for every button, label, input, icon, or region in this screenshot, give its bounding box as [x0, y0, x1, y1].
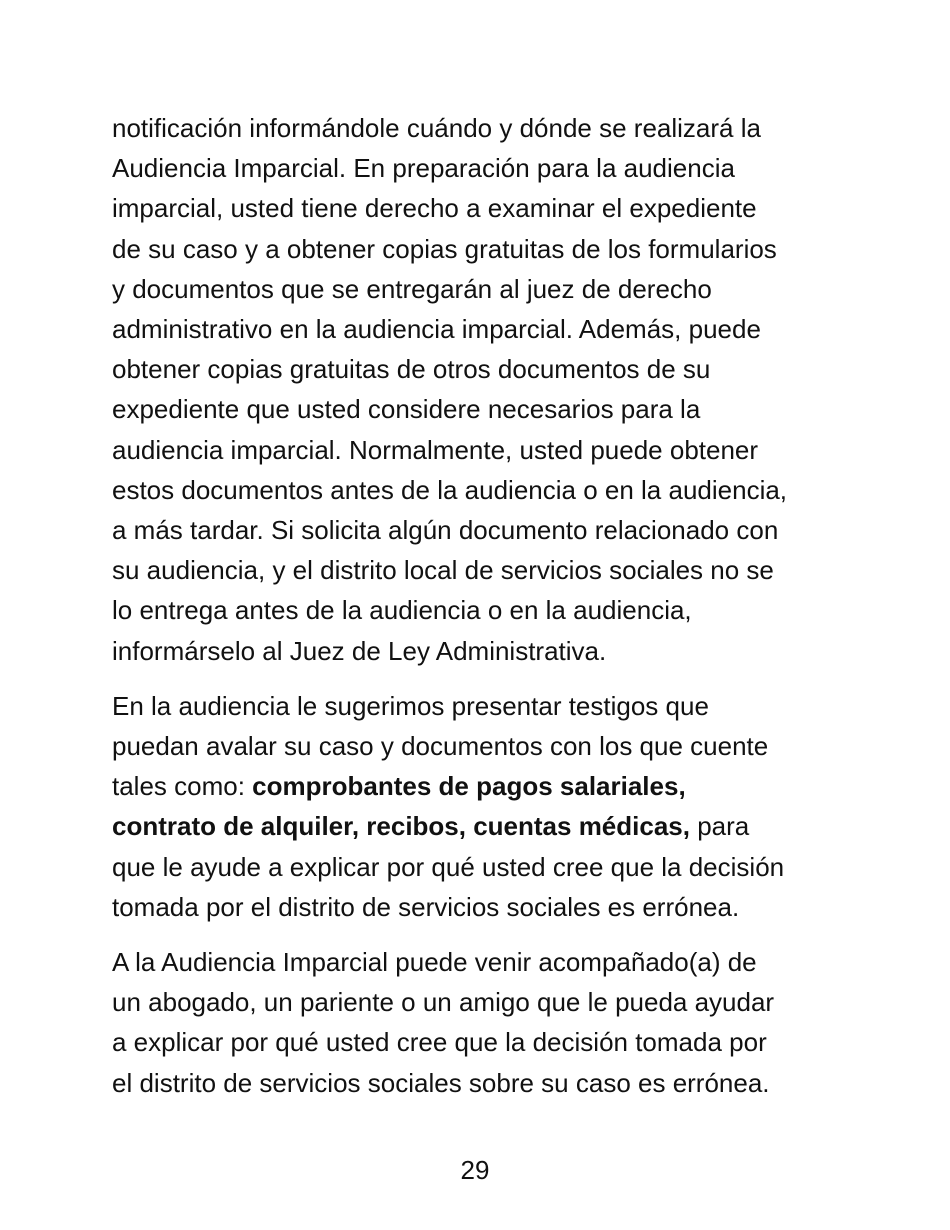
text-line — [112, 806, 852, 846]
text-line: notificación informándole cuándo y dónde se realizará la — [112, 113, 761, 143]
text-line: imparcial, usted tiene derecho a examinar el expediente — [112, 193, 757, 224]
text-line: el distrito de servicios sociales sobre su caso es errónea. — [112, 1067, 770, 1098]
page-number: 29 — [460, 1155, 490, 1185]
page-body — [112, 108, 852, 1118]
text-line: tomada por el distrito de servicios sociales es errónea. — [112, 891, 740, 922]
text-line: administrativo en la audiencia imparcial. Además, puede — [112, 314, 761, 345]
text-line: lo entrega antes de la audiencia o en la audiencia, — [112, 595, 692, 626]
text-run: para — [689, 811, 750, 842]
text-line: un abogado, un pariente o un amigo que le pueda ayudar — [112, 987, 775, 1018]
text-line: a más tardar. Si solicita algún documento relacionado con — [112, 515, 779, 546]
text-line: que le ayude a explicar por qué usted cree que la decisión — [112, 851, 785, 882]
text-line: audiencia imparcial. Normalmente, usted puede obtener — [112, 434, 759, 465]
text-line: En la audiencia le sugerimos presentar testigos que — [112, 690, 709, 721]
text-line: a explicar por qué usted cree que la decisión tomada por — [112, 1027, 767, 1058]
text-line: Audiencia Imparcial. En preparación para la audiencia — [112, 153, 735, 184]
paragraph-representation — [112, 942, 852, 1103]
text-line: de su caso y a obtener copias gratuitas de los formularios — [112, 233, 777, 264]
text-line: su audiencia, y el distrito local de servicios sociales no se — [112, 555, 774, 586]
text-line: A la Audiencia Imparcial puede venir acompañado(a) de — [112, 947, 757, 978]
text-line — [112, 766, 852, 806]
text-line: puedan avalar su caso y documentos con los que cuente — [112, 731, 769, 762]
paragraph-witnesses-documents — [112, 686, 852, 927]
paragraph-hearing-notification — [112, 108, 852, 671]
text-line: estos documentos antes de la audiencia o en la audiencia, — [112, 474, 788, 505]
bold-text-run: contrato de alquiler, recibos, cuentas médicas, — [112, 811, 690, 842]
text-line: informárselo al Juez de Ley Administrativa. — [112, 635, 607, 666]
bold-text-run: comprobantes de pagos salariales, — [252, 771, 686, 802]
text-line: expediente que usted considere necesarios para la — [112, 394, 701, 425]
text-line: obtener copias gratuitas de otros documentos de su — [112, 354, 711, 385]
text-run: tales como: — [112, 771, 253, 802]
text-line: y documentos que se entregarán al juez de derecho — [112, 273, 712, 304]
